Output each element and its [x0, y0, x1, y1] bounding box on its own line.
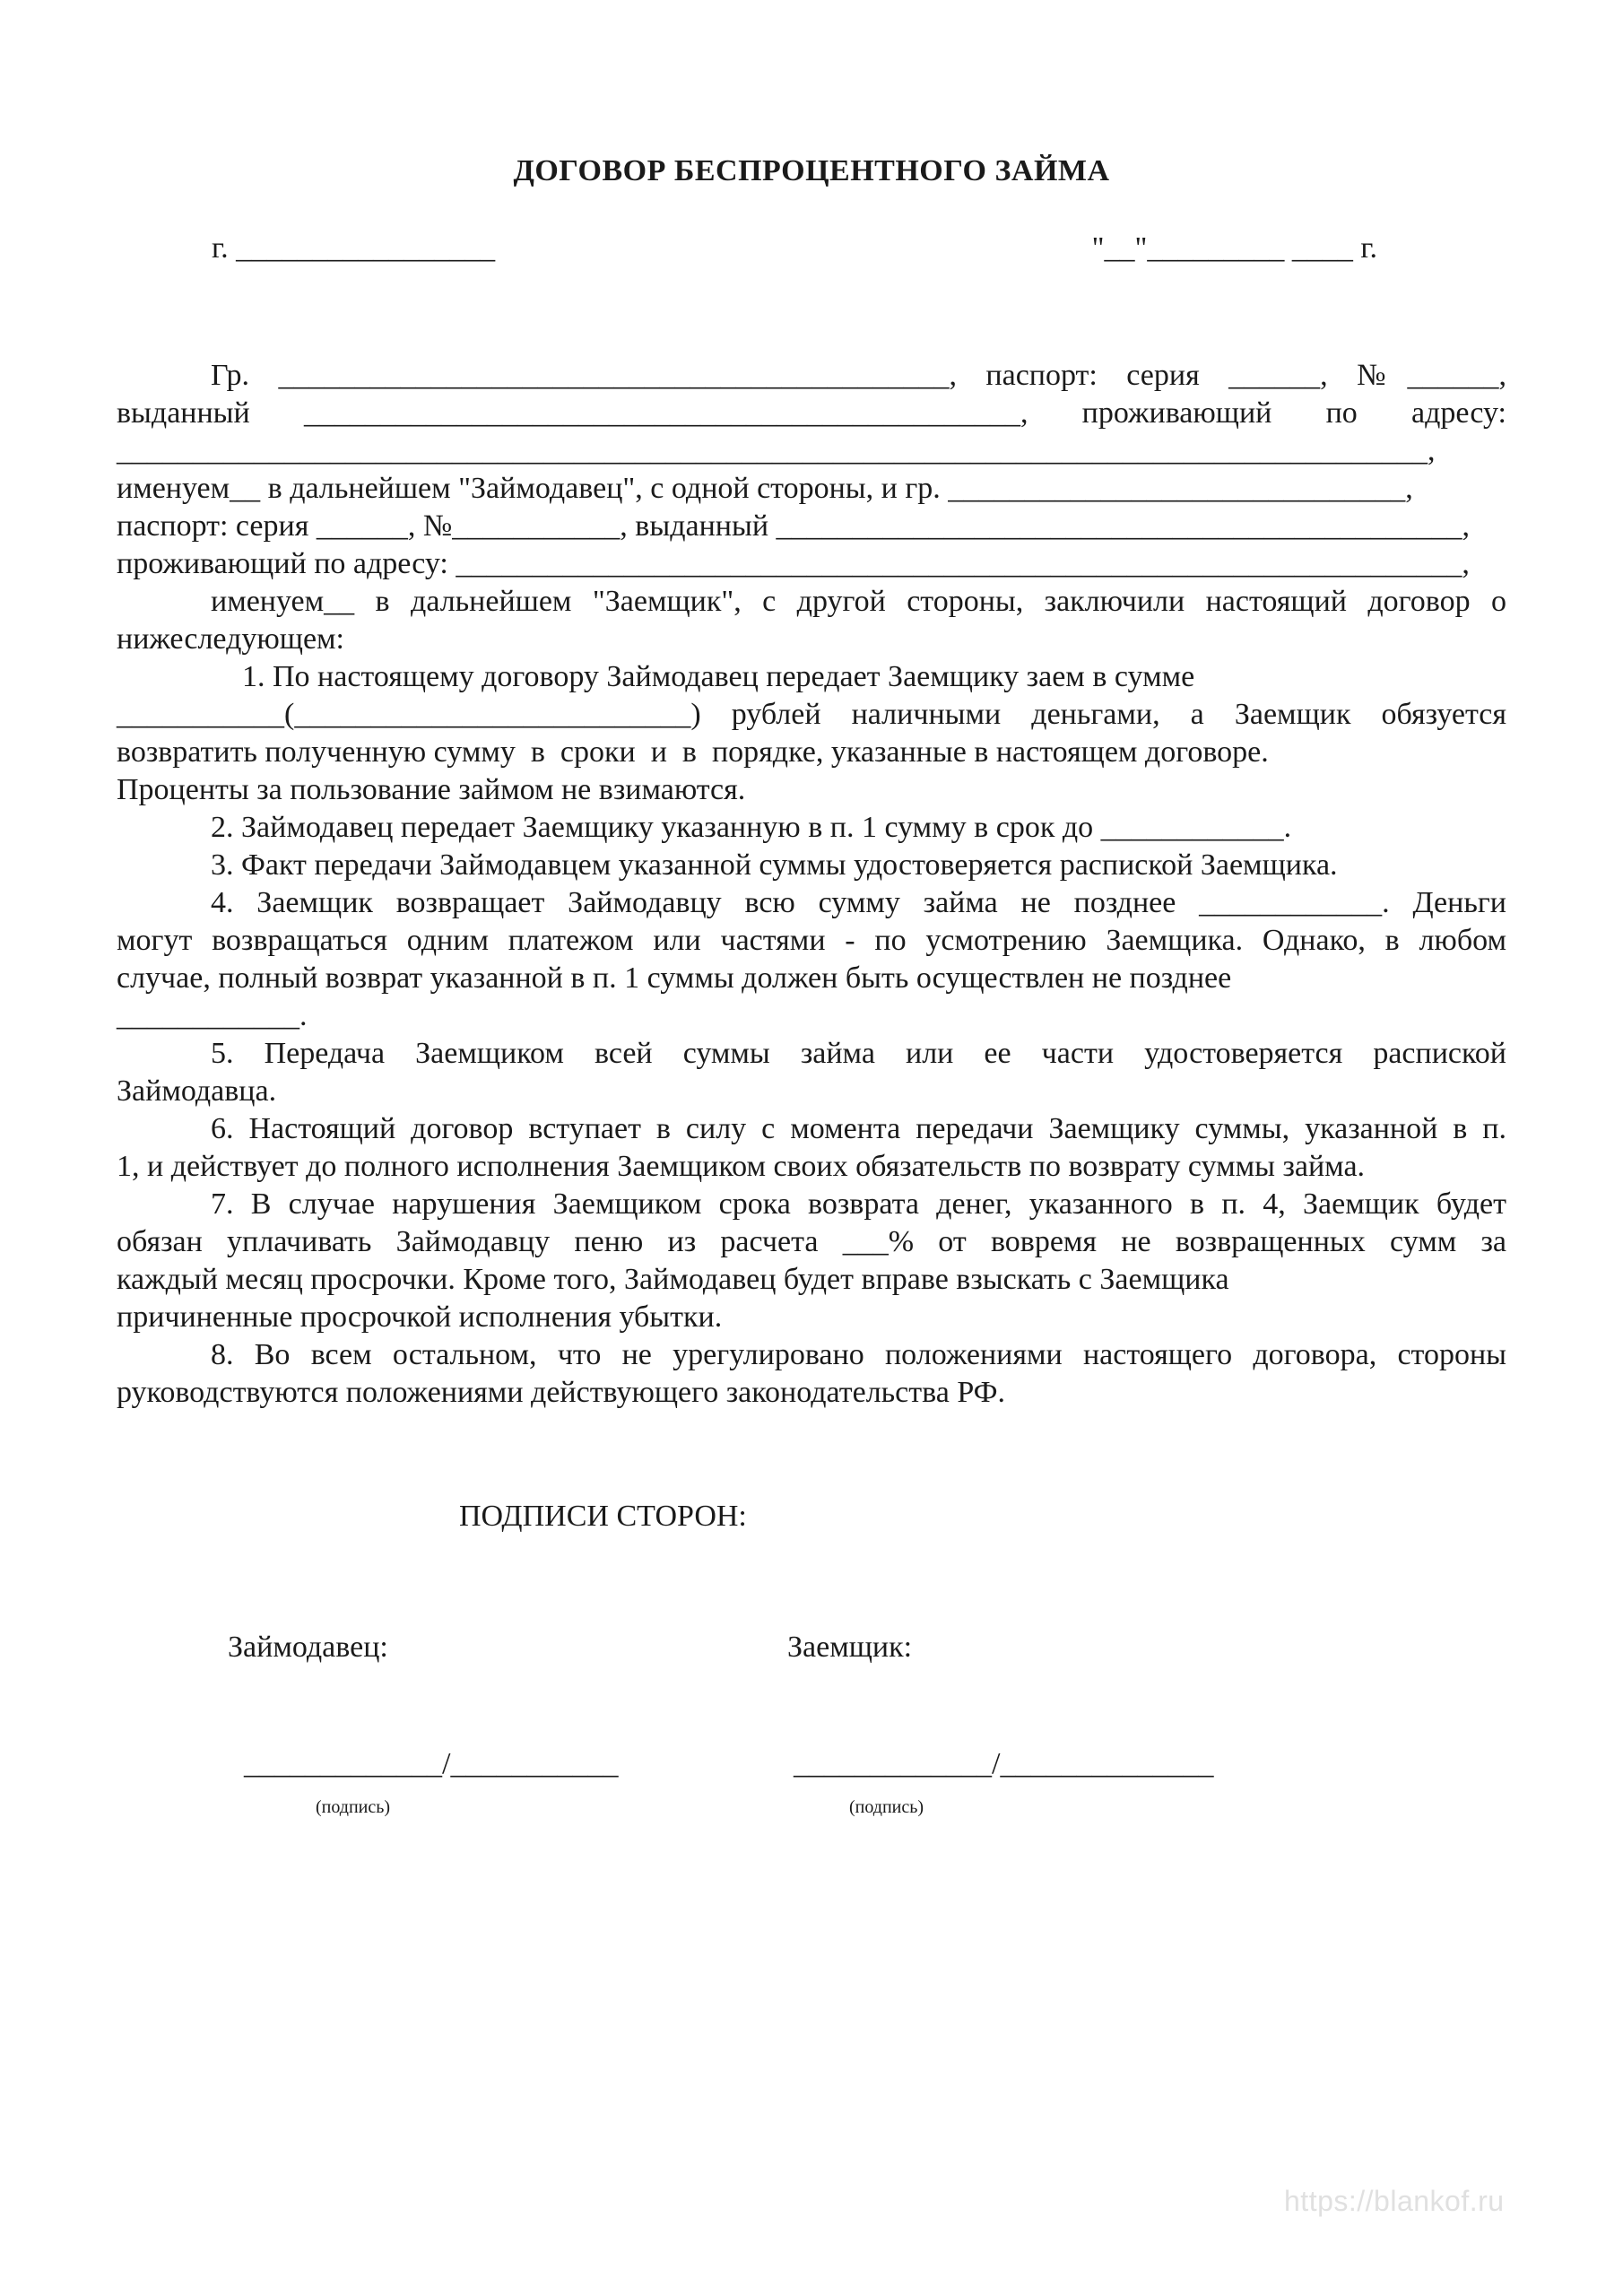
site-watermark: https://blankof.ru: [1284, 2185, 1505, 2217]
document-title: ДОГОВОР БЕСПРОЦЕНТНОГО ЗАЙМА: [513, 154, 1110, 187]
contract-body: [117, 357, 1506, 1412]
clause-6-line-2: 1, и действует до полного исполнения Заемщиком своих обязательств по возврату суммы займа.: [117, 1150, 1366, 1183]
clause-4-line-3: случае, полный возврат указанной в п. 1 суммы должен быть осуществлен не позднее: [117, 961, 1232, 995]
clause-2: 2. Займодавец передает Заемщику указанную в п. 1 сумму в срок до ____________.: [211, 811, 1292, 844]
party-borrower-line-3: именуем__ в дальнейшем "Заемщик", с другой стороны, заключили настоящий договор о: [211, 585, 1506, 618]
party-lender-line-1: Гр. ____________________________________________, паспорт: серия ______, №______,: [211, 359, 1506, 392]
borrower-signature-label: Заемщик:: [787, 1631, 913, 1664]
signatures-heading: ПОДПИСИ СТОРОН:: [459, 1500, 747, 1533]
clause-4-line-1: 4. Заемщик возвращает Займодавцу всю сумму займа не позднее ____________. Деньги: [211, 886, 1506, 919]
date-field: "__"_________ ____ г.: [1091, 231, 1377, 265]
clause-1-line-3: возвратить полученную сумму в сроки и в порядке, указанные в настоящем договоре.: [117, 735, 1269, 769]
place-field: г. _________________: [212, 231, 496, 265]
clause-7-line-1: 7. В случае нарушения Заемщиком срока возврата денег, указанного в п. 4, Заемщик будет: [211, 1187, 1506, 1221]
clause-7-line-2: обязан уплачивать Займодавцу пеню из расчета ___% от вовремя не возвращенных сумм за: [117, 1225, 1506, 1258]
clause-8-line-1: 8. Во всем остальном, что не урегулировано положениями настоящего договора, стороны: [211, 1338, 1506, 1371]
clause-3: 3. Факт передачи Займодавцем указанной суммы удостоверяется распиской Заемщика.: [211, 848, 1338, 882]
lender-signature-label: Займодавец:: [228, 1631, 388, 1664]
party-lender-line-4: именуем__ в дальнейшем "Займодавец", с одной стороны, и гр. ______________________________,: [117, 472, 1413, 505]
clause-1-line-2: ___________(__________________________) рублей наличными деньгами, а Заемщик обязуется: [117, 698, 1506, 731]
party-borrower-line-4: нижеследующем:: [117, 622, 345, 656]
clause-4-line-4: ____________.: [117, 999, 308, 1032]
clause-5-line-2: Займодавца.: [117, 1074, 277, 1108]
clause-7-line-4: причиненные просрочкой исполнения убытки.: [117, 1300, 723, 1334]
lender-signature-caption: (подпись): [316, 1797, 391, 1817]
party-lender-line-2: выданный _______________________________________________, проживающий по адресу:: [117, 396, 1506, 430]
party-borrower-line-2: проживающий по адресу: __________________________________________________________________,: [117, 547, 1470, 580]
clause-1-line-4: Проценты за пользование займом не взимаются.: [117, 773, 746, 806]
clause-8-line-2: руководствуются положениями действующего законодательства РФ.: [117, 1376, 1006, 1409]
borrower-signature-line: _____________/______________: [794, 1747, 1214, 1780]
clause-7-line-3: каждый месяц просрочки. Кроме того, Займодавец будет вправе взыскать с Заемщика: [117, 1263, 1229, 1296]
borrower-signature-caption: (подпись): [849, 1797, 924, 1817]
clause-4-line-2: могут возвращаться одним платежом или частями - по усмотрению Заемщика. Однако, в любом: [117, 924, 1506, 957]
party-borrower-line-1: паспорт: серия ______, №___________, выданный _____________________________________________,: [117, 509, 1471, 543]
lender-signature-line: _____________/___________: [244, 1747, 619, 1780]
party-lender-line-3: ______________________________________________________________________________________,: [117, 434, 1436, 467]
clause-1-line-1: 1. По настоящему договору Займодавец передает Заемщику заем в сумме: [242, 660, 1195, 693]
clause-5-line-1: 5. Передача Заемщиком всей суммы займа или ее части удостоверяется распиской: [211, 1037, 1506, 1070]
clause-6-line-1: 6. Настоящий договор вступает в силу с момента передачи Заемщику суммы, указанной в п.: [211, 1112, 1506, 1145]
